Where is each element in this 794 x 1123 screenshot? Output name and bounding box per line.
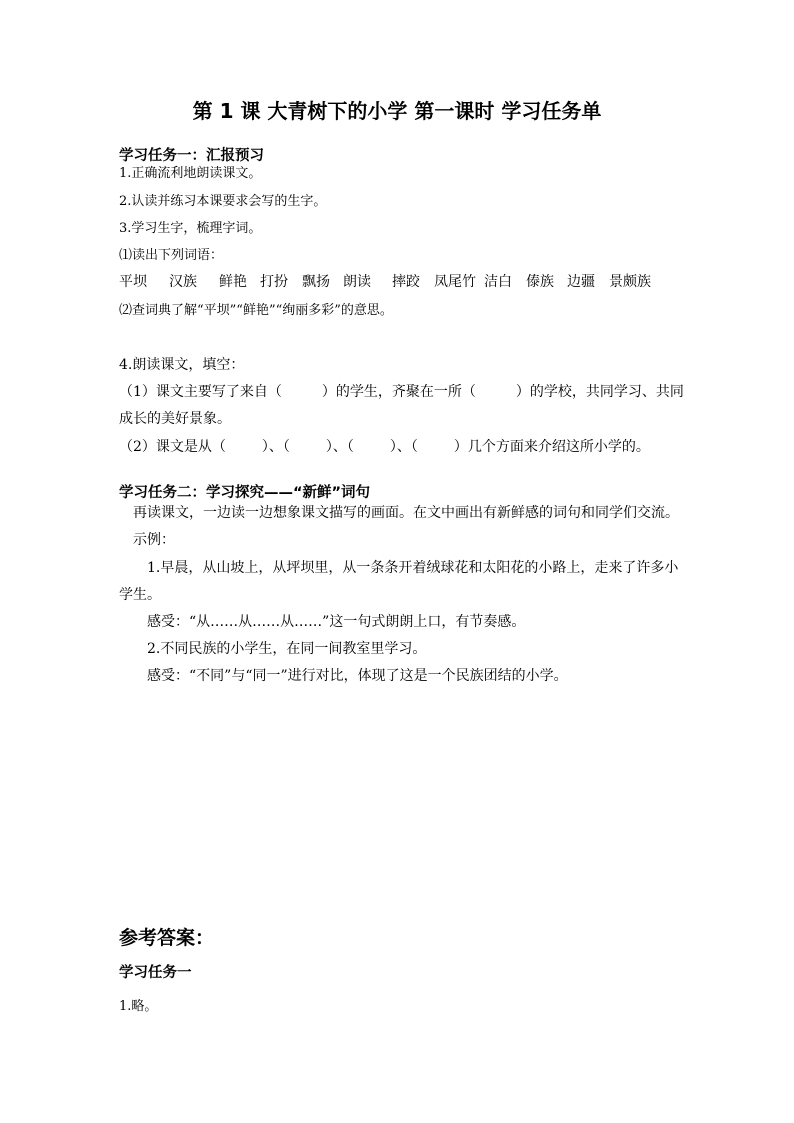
vocab-word: 朗读 [343,274,371,290]
vocabulary-list [119,272,679,294]
blank-space [354,437,390,457]
blank-space [290,437,326,457]
fill-text: ）、（ [389,439,418,455]
fill-blank-1-cont: 成长的美好景象。 [119,411,231,427]
task1-item-1: 1.正确流利地朗读课文。 [119,166,262,181]
vocab-word: 傣族 [526,274,554,290]
blank-space [226,437,262,457]
answer-1: 1.略。 [119,999,158,1014]
page-title: 第 1 课 大青树下的小学 第一课时 学习任务单 [192,99,602,123]
blank-space [476,382,516,402]
fill-blank-1 [119,382,684,402]
fill-text: ）的学校，共同学习、共同 [515,384,684,400]
fill-blank-2 [119,437,650,457]
example-2-feeling: 感受：“不同”与“同一”进行对比，体现了这是一个民族团结的小学。 [147,668,568,684]
task2-heading: 学习任务二：学习探究——“新鲜”词句 [119,485,371,501]
example-2: 2.不同民族的小学生，在同一间教室里学习。 [147,641,427,657]
vocab-word: 摔跤 [392,274,420,290]
task2-example-label: 示例： [133,532,175,548]
example-1: 1.早晨，从山坡上，从坪坝里，从一条条开着绒球花和太阳花的小路上，走来了许多小 [147,560,679,576]
vocab-word: 凤尾竹 [434,274,476,290]
blank-space [282,382,322,402]
vocab-word: 洁白 [484,274,512,290]
fill-text: ）、（ [261,439,290,455]
vocab-word: 飘扬 [302,274,330,290]
task1-item-3: 3.学习生字，梳理字词。 [119,221,262,236]
answers-heading: 参考答案： [119,927,215,949]
task1-heading: 学习任务一：汇报预习 [119,148,264,164]
fill-text: （2）课文是从（ [119,439,226,455]
vocab-word: 边疆 [567,274,595,290]
task2-intro: 再读课文，一边读一边想象课文描写的画面。在文中画出有新鲜感的词句和同学们交流。 [133,505,679,521]
answers-task1-heading: 学习任务一 [119,965,192,981]
vocab-word: 景颇族 [609,274,651,290]
fill-text: ）的学生，齐聚在一所（ [321,384,476,400]
fill-text: ）、（ [325,439,354,455]
fill-text: ）几个方面来介绍这所小学的。 [453,439,650,455]
task1-item-2: 2.认读并练习本课要求会写的生字。 [119,194,327,209]
fill-text: （1）课文主要写了来自（ [119,384,282,400]
task1-sub-1: ⑴读出下列词语： [119,248,224,263]
example-1-feeling: 感受：“从……从……从……”这一句式朗朗上口，有节奏感。 [147,614,526,630]
task1-item-4: 4.朗读课文，填空： [119,357,245,373]
vocab-word: 汉族 [169,274,197,290]
vocab-word: 鲜艳 [219,274,247,290]
blank-space [418,437,454,457]
task1-sub-2: ⑵查词典了解“平坝”“鲜艳”“绚丽多彩”的意思。 [119,303,393,318]
vocab-word: 平坝 [119,274,147,290]
example-1-cont: 学生。 [119,587,161,603]
vocab-word: 打扮 [260,274,288,290]
